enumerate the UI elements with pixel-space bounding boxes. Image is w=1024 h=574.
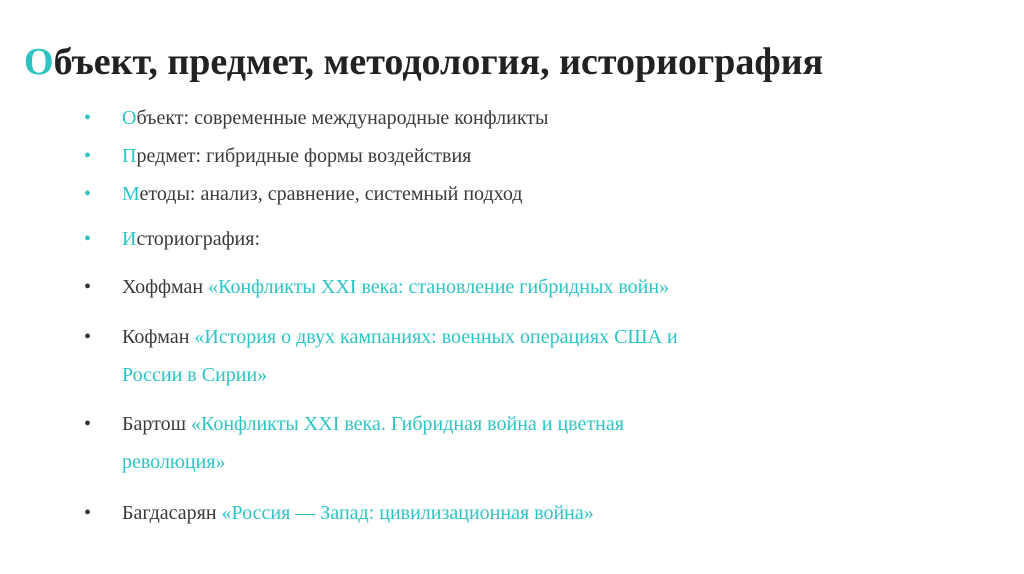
reference-text: Бартош «Конфликты XXI века. Гибридная война и цветная революция»	[122, 413, 624, 473]
reference-text: Кофман «История о двух кампаниях: военных операциях США и России в Сирии»	[122, 326, 678, 386]
list-item-text: Предмет: гибридные формы воздействия	[122, 145, 472, 167]
slide-title	[24, 42, 823, 84]
list-item-text: Историография:	[122, 228, 261, 250]
reference-text: Хоффман «Конфликты XXI века: становление гибридных войн»	[122, 276, 670, 298]
title-first-letter: О	[24, 41, 54, 83]
bullet-dot: •	[84, 413, 92, 435]
reference-text: Багдасарян «Россия — Запад: цивилизационная война»	[122, 502, 594, 524]
bullet-dot: •	[84, 145, 92, 167]
bullet-dot: •	[84, 228, 92, 250]
bullet-dot: •	[84, 502, 92, 524]
bullet-dot: •	[84, 107, 92, 129]
title-text: бъект, предмет, методология, историография	[53, 41, 824, 83]
list-item-text: Объект: современные международные конфликты	[122, 107, 549, 129]
bullet-dot: •	[84, 183, 92, 205]
bullet-dot: •	[84, 276, 92, 298]
list-item-text: Методы: анализ, сравнение, системный подход	[122, 183, 523, 205]
bullet-dot: •	[84, 326, 92, 348]
